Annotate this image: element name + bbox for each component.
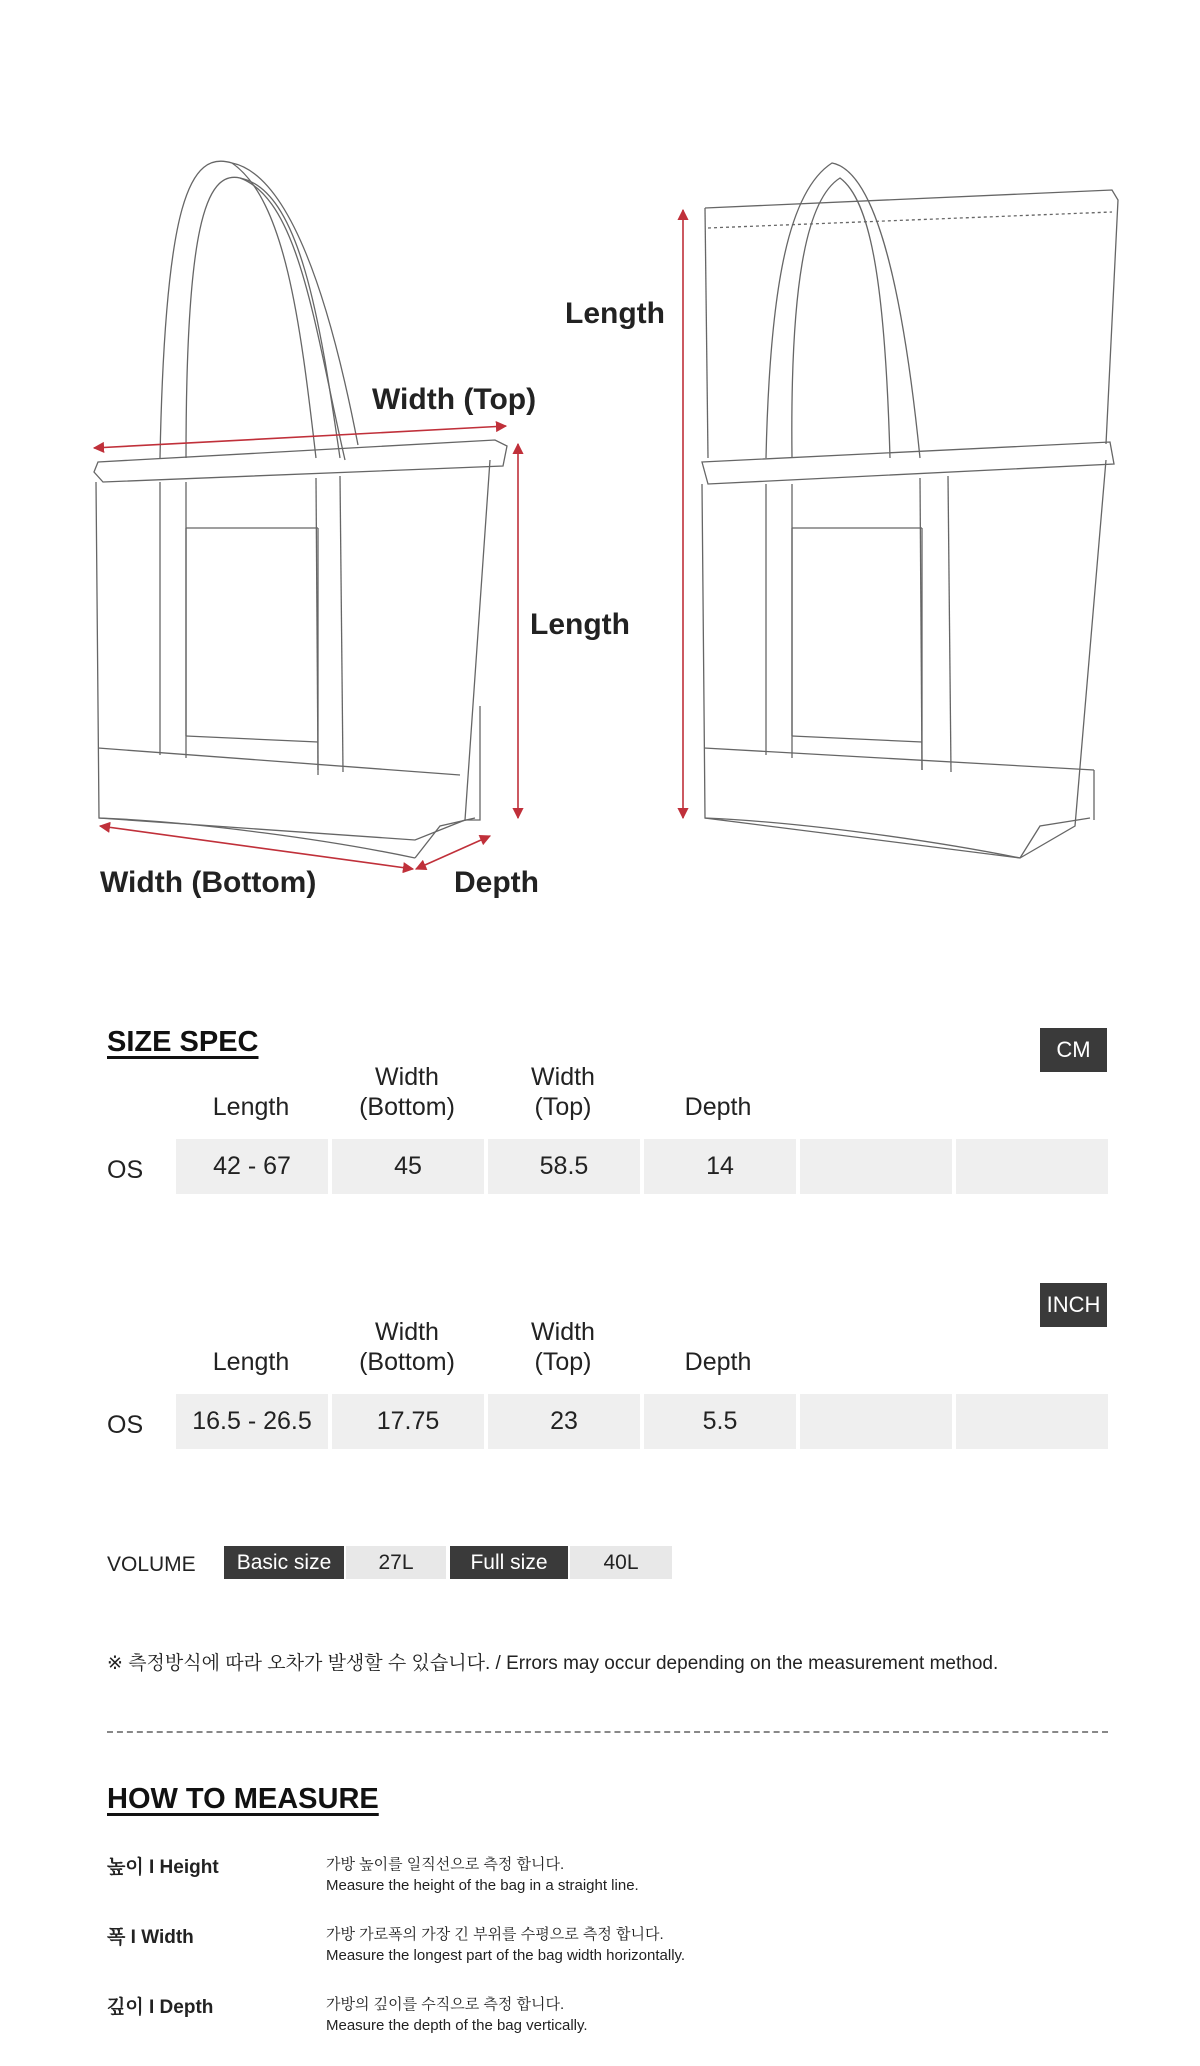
- row-label-os: OS: [107, 1411, 144, 1439]
- volume-basic-value: 27L: [346, 1546, 446, 1579]
- bag-measurement-diagram: [0, 0, 1200, 930]
- label-depth: Depth: [454, 866, 539, 899]
- measure-item-desc-en: Measure the depth of the bag vertically.: [326, 2017, 588, 2034]
- label-width-bottom: Width (Bottom): [100, 866, 317, 899]
- cell-length: 16.5 - 26.5: [176, 1394, 328, 1449]
- cell-width-bottom: 45: [332, 1139, 484, 1194]
- size-spec-title: SIZE SPEC: [107, 1026, 259, 1058]
- measure-item-desc-ko: 가방 높이를 일직선으로 측정 합니다.: [326, 1856, 565, 1873]
- label-length-left: Length: [530, 608, 630, 641]
- cell-depth: 14: [644, 1139, 796, 1194]
- cell-width-bottom: 17.75: [332, 1394, 484, 1449]
- measure-item-title: 높이 I Height: [107, 1857, 219, 1878]
- bag-right-illustration: [702, 163, 1118, 858]
- row-label-os: OS: [107, 1156, 144, 1184]
- col-header-width-top: Width (Top): [531, 1318, 595, 1376]
- measure-item-desc-en: Measure the height of the bag in a straight line.: [326, 1877, 639, 1894]
- col-header-depth: Depth: [684, 1093, 752, 1121]
- volume-full-value: 40L: [570, 1546, 672, 1579]
- label-length-right: Length: [565, 297, 665, 330]
- cell-depth: 5.5: [644, 1394, 796, 1449]
- volume-basic-label: Basic size: [224, 1546, 344, 1579]
- measure-item-desc-en: Measure the longest part of the bag width horizontally.: [326, 1947, 686, 1964]
- measure-item-title: 폭 I Width: [107, 1927, 194, 1948]
- unit-badge-cm: CM: [1040, 1028, 1107, 1072]
- col-header-width-bottom: Width (Bottom): [359, 1063, 455, 1121]
- measure-item-desc-ko: 가방의 깊이를 수직으로 측정 합니다.: [326, 1996, 565, 2013]
- how-to-measure-title: HOW TO MEASURE: [107, 1783, 379, 1815]
- table-row: [176, 1139, 1108, 1194]
- unit-badge-inch: INCH: [1040, 1283, 1107, 1327]
- measure-item-desc-ko: 가방 가로폭의 가장 긴 부위를 수평으로 측정 합니다.: [326, 1926, 664, 1943]
- cell-empty: [956, 1394, 1108, 1449]
- col-header-depth: Depth: [684, 1348, 752, 1376]
- bag-left-measure-arrows: [94, 426, 518, 869]
- col-header-length: Length: [212, 1348, 290, 1376]
- cell-width-top: 58.5: [488, 1139, 640, 1194]
- volume-label: VOLUME: [107, 1553, 196, 1576]
- section-divider: [107, 1731, 1108, 1733]
- table-row: [176, 1394, 1108, 1449]
- col-header-width-top: Width (Top): [531, 1063, 595, 1121]
- col-header-width-bottom: Width (Bottom): [359, 1318, 455, 1376]
- volume-full-label: Full size: [450, 1546, 568, 1579]
- bag-left-illustration: [94, 161, 507, 858]
- cell-empty: [800, 1139, 952, 1194]
- label-width-top: Width (Top): [372, 383, 537, 416]
- cell-width-top: 23: [488, 1394, 640, 1449]
- measure-item-title: 깊이 I Depth: [107, 1997, 214, 2018]
- col-header-length: Length: [212, 1093, 290, 1121]
- cell-length: 42 - 67: [176, 1139, 328, 1194]
- cell-empty: [800, 1394, 952, 1449]
- measurement-error-note: ※ 측정방식에 따라 오차가 발생할 수 있습니다. / Errors may occur depending on the measurement method.: [107, 1653, 999, 1674]
- cell-empty: [956, 1139, 1108, 1194]
